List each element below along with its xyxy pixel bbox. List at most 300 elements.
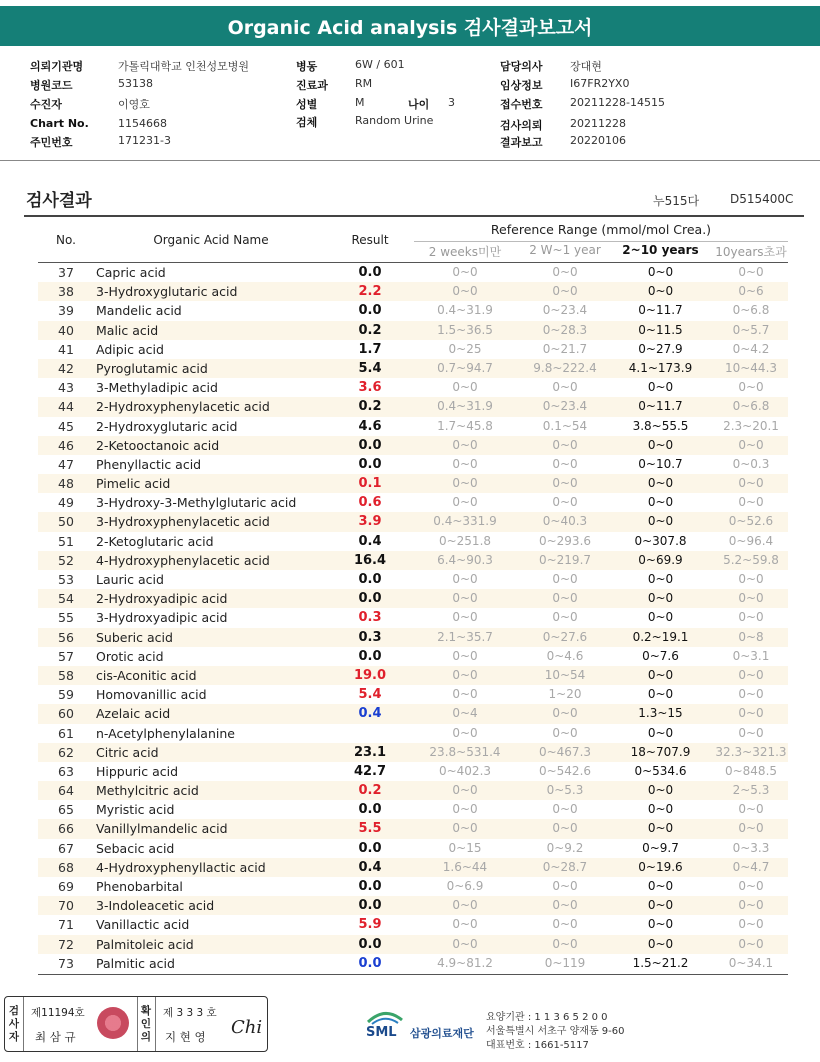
table-row (38, 839, 788, 858)
ref-under-2-weeks: 0~4 (452, 706, 478, 721)
foundation-name: 삼광의료재단 (410, 1027, 474, 1040)
report-label: 결과보고 (500, 136, 543, 149)
row-number: 67 (58, 840, 74, 856)
ref-over-10y: 0~4.7 (732, 859, 770, 874)
result-value: 0.0 (358, 437, 382, 453)
ref-over-10y: 0~0 (738, 898, 764, 913)
table-row (38, 954, 788, 973)
ref-2-10y: 0~0 (647, 572, 674, 586)
ref-under-2-weeks: 0~0 (452, 572, 478, 586)
doctor-value: 장대현 (570, 60, 602, 73)
row-number: 38 (58, 284, 74, 300)
id-value: 171231-3 (118, 134, 171, 147)
ref-over-10y: 0~0 (738, 821, 764, 836)
row-number: 51 (58, 533, 74, 549)
ref-over-10y: 0~0 (738, 265, 764, 279)
result-value: 3.9 (358, 514, 382, 530)
ref-under-2-weeks: 0.4~31.9 (437, 399, 493, 414)
row-number: 41 (58, 341, 74, 357)
row-number: 72 (58, 936, 74, 952)
ref-2-10y: 0~11.7 (638, 399, 683, 414)
ref-over-10y: 0~0 (738, 610, 764, 625)
ref-2-10y: 0~10.7 (638, 456, 683, 471)
ref-2w-1y: 0~0 (552, 495, 578, 510)
ref-over-10y: 32.3~321.3 (715, 744, 787, 759)
ref-under-2-weeks: 0~0 (452, 917, 478, 932)
ref-over-10y: 0~6.8 (732, 399, 770, 414)
acid-name: Mandelic acid (96, 303, 182, 319)
row-number: 73 (58, 955, 74, 971)
ref-2w-1y: 0~0 (552, 437, 578, 452)
acid-name: 3-Hydroxyphenylacetic acid (96, 514, 270, 530)
ref-2-10y: 0~0 (647, 802, 674, 817)
acid-name: Orotic acid (96, 648, 164, 664)
ref-subline (414, 241, 788, 242)
ref-2-10y: 0~0 (647, 898, 674, 913)
ref-under-2-weeks: 0~402.3 (438, 763, 492, 778)
ref-under-2-weeks: 0~0 (452, 495, 478, 510)
row-number: 44 (58, 399, 74, 415)
ref-over-10y: 0~0 (738, 917, 764, 932)
ref-under-2-weeks: 1.7~45.8 (437, 418, 493, 433)
acid-name: 2-Hydroxyphenylacetic acid (96, 399, 270, 415)
row-number: 40 (58, 322, 74, 338)
ref-over-10y: 2~5.3 (732, 783, 770, 798)
ref-2-10y: 0~0 (647, 879, 674, 893)
table-row (38, 666, 788, 685)
ref-2-10y: 0~0 (647, 476, 674, 491)
result-value: 5.4 (358, 687, 382, 703)
sml-brand: SML (366, 1025, 397, 1040)
ref-2-10y: 0~0 (647, 725, 674, 740)
ref-2w-1y: 0~0 (552, 456, 578, 471)
clinical-label: 임상정보 (500, 79, 543, 92)
row-number: 48 (58, 476, 74, 492)
ward-value: 6W / 601 (355, 58, 405, 71)
result-value: 0.0 (358, 955, 382, 971)
acid-name: Hippuric acid (96, 763, 179, 779)
result-value: 0.1 (358, 476, 382, 492)
row-number: 64 (58, 783, 74, 799)
ref-over-10y: 0~5.7 (732, 322, 770, 337)
acid-name: Vanillactic acid (96, 917, 190, 933)
acid-name: Citric acid (96, 744, 159, 760)
ref-2w-1y: 0~0 (552, 591, 578, 606)
ref-over-10y: 0~0.3 (732, 456, 770, 471)
results-title: 검사결과 (26, 191, 92, 211)
ref-2-10y: 0~0 (647, 610, 674, 625)
acid-name: n-Acetylphenylalanine (96, 725, 235, 741)
row-number: 45 (58, 418, 74, 434)
ref-under-2-weeks: 0~0 (452, 821, 478, 836)
ref-2w-1y: 0~9.2 (546, 840, 584, 855)
ref-2w-1y: 0~0 (552, 821, 578, 836)
result-value: 0.2 (358, 783, 382, 799)
ref-over-10y: 0~0 (738, 591, 764, 606)
ref-2-10y: 0~534.6 (634, 763, 687, 778)
ref-2-10y: 0~0 (647, 687, 674, 702)
row-number: 60 (58, 706, 74, 722)
ref-2-10y: 0~27.9 (638, 341, 683, 356)
table-row (38, 819, 788, 838)
row-number: 53 (58, 572, 74, 587)
result-value: 5.4 (358, 360, 382, 376)
ref-under-2-weeks: 4.9~81.2 (437, 955, 493, 970)
row-number: 65 (58, 802, 74, 818)
ref-2w-1y: 0~4.6 (546, 648, 584, 663)
result-value: 23.1 (353, 744, 387, 760)
table-row (38, 532, 788, 551)
row-number: 61 (58, 725, 74, 741)
ref-col-1: 2 weeks미만 (428, 245, 502, 259)
ref-2w-1y: 0~119 (544, 955, 586, 970)
ref-under-2-weeks: 0~0 (452, 591, 478, 606)
result-value: 19.0 (353, 667, 387, 683)
ref-2-10y: 0~307.8 (634, 533, 687, 548)
table-row (38, 704, 788, 723)
ref-under-2-weeks: 6.4~90.3 (437, 552, 493, 567)
ref-2w-1y: 0~40.3 (542, 514, 588, 529)
ref-over-10y: 0~6.8 (732, 303, 770, 318)
acid-name: Phenobarbital (96, 879, 183, 894)
ref-under-2-weeks: 0.4~331.9 (433, 514, 497, 529)
inspector-vertical-label: 검 사 자 (8, 1005, 20, 1043)
ref-2-10y: 0~0 (647, 783, 674, 798)
ref-2-10y: 0~9.7 (642, 840, 679, 855)
ref-over-10y: 0~6 (738, 284, 764, 299)
row-number: 55 (58, 610, 74, 626)
ref-2-10y: 0~0 (647, 437, 674, 452)
acid-name: Palmitoleic acid (96, 936, 194, 952)
acid-name: Pimelic acid (96, 476, 171, 492)
result-value: 0.2 (358, 399, 382, 415)
ref-over-10y: 0~0 (738, 725, 764, 740)
acid-name: Capric acid (96, 265, 166, 280)
table-row (38, 417, 788, 436)
row-number: 42 (58, 360, 74, 376)
ref-2-10y: 0.2~19.1 (632, 629, 689, 644)
ref-over-10y: 0~34.1 (728, 955, 774, 970)
ref-2w-1y: 10~54 (544, 667, 586, 682)
ref-2-10y: 3.8~55.5 (632, 418, 689, 433)
table-row (38, 397, 788, 416)
ref-over-10y: 0~0 (738, 879, 764, 893)
ref-under-2-weeks: 1.6~44 (442, 859, 488, 874)
result-value: 0.0 (358, 591, 382, 607)
ref-over-10y: 5.2~59.8 (723, 552, 779, 567)
ref-under-2-weeks: 0~0 (452, 667, 478, 682)
ref-over-10y: 0~0 (738, 706, 764, 721)
chart-label: Chart No. (30, 117, 89, 130)
row-number: 66 (58, 821, 74, 837)
table-row (38, 378, 788, 397)
ref-2-10y: 0~11.5 (638, 322, 683, 337)
ref-2w-1y: 0~0 (552, 725, 578, 740)
seal-icon (97, 1007, 129, 1039)
ref-over-10y: 0~52.6 (728, 514, 774, 529)
sex-label: 성별 (296, 98, 318, 111)
ref-over-10y: 0~0 (738, 476, 764, 491)
ref-2-10y: 0~0 (647, 667, 674, 682)
ref-over-10y: 0~0 (738, 380, 764, 395)
specimen-label: 검체 (296, 116, 318, 129)
ref-2w-1y: 0.1~54 (542, 418, 588, 433)
ref-under-2-weeks: 0.4~31.9 (437, 303, 493, 318)
request-label: 검사의뢰 (500, 119, 543, 132)
acid-name: Azelaic acid (96, 706, 171, 722)
dept-value: RM (355, 77, 373, 90)
result-value: 0.0 (358, 879, 382, 894)
ref-over-10y: 2.3~20.1 (723, 418, 779, 433)
ref-under-2-weeks: 0~251.8 (438, 533, 492, 548)
row-number: 69 (58, 879, 74, 894)
result-value: 0.4 (358, 706, 382, 722)
ref-under-2-weeks: 0~25 (448, 341, 482, 356)
table-row (38, 915, 788, 934)
row-number: 63 (58, 763, 74, 779)
acid-name: 3-Methyladipic acid (96, 380, 218, 396)
ref-2w-1y: 0~0 (552, 284, 578, 299)
dept-label: 진료과 (296, 79, 328, 92)
divider (0, 160, 820, 161)
row-number: 57 (58, 648, 74, 664)
ref-col-2: 2 W~1 year (529, 243, 601, 257)
acid-name: Suberic acid (96, 629, 173, 645)
ref-over-10y: 0~0 (738, 667, 764, 682)
acid-name: 3-Indoleacetic acid (96, 898, 215, 914)
ref-under-2-weeks: 0~0 (452, 456, 478, 471)
patient-info (0, 56, 820, 152)
ref-over-10y: 0~0 (738, 572, 764, 586)
row-number: 56 (58, 629, 74, 645)
result-value: 4.6 (358, 418, 382, 434)
table-row (38, 877, 788, 896)
table-row (38, 340, 788, 359)
table-row (38, 321, 788, 340)
age-value: 3 (448, 96, 455, 109)
acid-name: 4-Hydroxyphenylacetic acid (96, 552, 270, 568)
confirm-vertical-label: 확 인 의 (140, 1005, 152, 1043)
chart-value: 1154668 (118, 117, 167, 130)
signature-icon: Chi (231, 1017, 263, 1038)
ref-over-10y: 0~0 (738, 495, 764, 510)
ref-2w-1y: 0~0 (552, 610, 578, 625)
ref-2w-1y: 0~0 (552, 706, 578, 721)
ref-2-10y: 0~0 (647, 265, 674, 279)
result-value: 5.5 (358, 821, 382, 837)
ref-2-10y: 0~7.6 (642, 648, 679, 663)
row-number: 46 (58, 437, 74, 453)
acid-name: 3-Hydroxyadipic acid (96, 610, 228, 626)
table-row (38, 743, 788, 762)
table-row (38, 493, 788, 512)
table-row (38, 935, 788, 954)
ref-2w-1y: 0~28.7 (542, 859, 588, 874)
ref-under-2-weeks: 23.8~531.4 (429, 744, 501, 759)
ref-2w-1y: 0~23.4 (542, 399, 588, 414)
ref-2w-1y: 0~5.3 (546, 783, 584, 798)
ref-under-2-weeks: 0~0 (452, 687, 478, 702)
ref-2-10y: 4.1~173.9 (628, 360, 693, 375)
acid-name: Myristic acid (96, 802, 175, 818)
ref-2w-1y: 0~0 (552, 802, 578, 817)
ref-2w-1y: 0~0 (552, 879, 578, 893)
ref-over-10y: 0~3.3 (732, 840, 770, 855)
ref-over-10y: 0~0 (738, 936, 764, 951)
result-value: 0.0 (358, 572, 382, 587)
ref-under-2-weeks: 2.1~35.7 (437, 629, 493, 644)
row-number: 54 (58, 591, 74, 607)
ward-label: 병동 (296, 60, 318, 73)
results-table (38, 263, 788, 973)
test-code-id: D515400C (730, 192, 794, 206)
result-value: 0.0 (358, 802, 382, 818)
test-code: 누515다 (653, 194, 700, 208)
ref-2w-1y: 0~0 (552, 917, 578, 932)
table-row (38, 896, 788, 915)
table-row (38, 858, 788, 877)
ref-2-10y: 0~19.6 (638, 859, 683, 874)
ref-range-header: Reference Range (mmol/mol Crea.) (490, 222, 712, 237)
result-value: 0.0 (358, 303, 382, 319)
acid-name: Homovanillic acid (96, 687, 207, 703)
result-value: 0.0 (358, 840, 382, 856)
inspector-id: 제11194호 (31, 1007, 85, 1019)
ref-under-2-weeks: 0~0 (452, 802, 478, 817)
table-row (38, 436, 788, 455)
ref-over-10y: 0~8 (738, 629, 764, 644)
result-value: 0.2 (358, 322, 382, 338)
hospital-label: 의뢰기관명 (30, 60, 84, 73)
ref-2w-1y: 0~28.3 (542, 322, 588, 337)
ref-under-2-weeks: 0~0 (452, 380, 478, 395)
ref-2w-1y: 1~20 (548, 687, 582, 702)
acid-name: Lauric acid (96, 572, 164, 587)
result-value: 0.6 (358, 495, 382, 511)
ref-under-2-weeks: 0~0 (452, 476, 478, 491)
row-number: 47 (58, 456, 74, 472)
ref-2-10y: 0~0 (647, 284, 674, 299)
table-row (38, 781, 788, 800)
acid-name: Adipic acid (96, 341, 164, 357)
result-value: 0.0 (358, 265, 382, 280)
row-number: 49 (58, 495, 74, 511)
sex-value: M (355, 96, 365, 109)
result-value: 0.3 (358, 610, 382, 626)
ref-under-2-weeks: 0~0 (452, 610, 478, 625)
ref-2-10y: 18~707.9 (630, 744, 691, 759)
confirm-name: 지 현 영 (165, 1030, 206, 1044)
ref-over-10y: 0~3.1 (732, 648, 770, 663)
row-number: 43 (58, 380, 74, 396)
table-row (38, 800, 788, 819)
ref-2w-1y: 0~0 (552, 476, 578, 491)
specimen-value: Random Urine (355, 114, 434, 127)
acid-name: 4-Hydroxyphenyllactic acid (96, 859, 266, 875)
ref-over-10y: 0~0 (738, 802, 764, 817)
result-value: 0.3 (358, 629, 382, 645)
acid-name: Sebacic acid (96, 840, 175, 856)
signature-box (4, 996, 268, 1052)
ref-2-10y: 0~0 (647, 936, 674, 951)
clinical-value: I67FR2YX0 (570, 77, 630, 90)
ref-2w-1y: 0~293.6 (538, 533, 592, 548)
acid-name: Methylcitric acid (96, 783, 199, 799)
code-value: 53138 (118, 77, 153, 90)
table-row (38, 570, 788, 589)
ref-over-10y: 10~44.3 (724, 360, 778, 375)
table-end-rule (38, 974, 788, 975)
table-row (38, 551, 788, 570)
row-number: 58 (58, 667, 74, 683)
acid-name: 3-Hydroxy-3-Methylglutaric acid (96, 495, 297, 511)
ref-col-4: 10years초과 (715, 245, 787, 259)
row-number: 70 (58, 898, 74, 914)
ref-under-2-weeks: 0~6.9 (446, 879, 484, 893)
ref-over-10y: 0~4.2 (732, 341, 770, 356)
ref-2-10y: 1.3~15 (638, 706, 683, 721)
row-number: 62 (58, 744, 74, 760)
ref-2w-1y: 9.8~222.4 (533, 360, 597, 375)
ref-2w-1y: 0~0 (552, 572, 578, 586)
acid-name: cis-Aconitic acid (96, 667, 197, 683)
ref-2w-1y: 0~467.3 (538, 744, 592, 759)
ref-2w-1y: 0~0 (552, 265, 578, 279)
ref-2-10y: 0~0 (647, 495, 674, 510)
table-row (38, 359, 788, 378)
table-row (38, 724, 788, 743)
table-row (38, 455, 788, 474)
result-value: 42.7 (353, 763, 387, 779)
age-label: 나이 (408, 98, 430, 111)
ref-2w-1y: 0~23.4 (542, 303, 588, 318)
table-row (38, 685, 788, 704)
inspector-name: 최 삼 규 (35, 1030, 76, 1044)
acid-name: Pyroglutamic acid (96, 360, 208, 376)
row-number: 71 (58, 917, 74, 933)
table-row (38, 628, 788, 647)
col-result-header: Result (351, 233, 389, 247)
request-value: 20211228 (570, 117, 626, 130)
ref-2w-1y: 0~27.6 (542, 629, 588, 644)
row-number: 37 (58, 265, 74, 280)
ref-2-10y: 0~0 (647, 591, 674, 606)
ref-2w-1y: 0~21.7 (542, 341, 588, 356)
acid-name: Vanillylmandelic acid (96, 821, 228, 837)
table-row (38, 301, 788, 320)
col-no-header: No. (56, 233, 76, 247)
ref-over-10y: 0~848.5 (724, 763, 778, 778)
acid-name: 2-Hydroxyglutaric acid (96, 418, 238, 434)
table-row (38, 589, 788, 608)
report-title: Organic Acid analysis 검사결과보고서 (0, 6, 820, 46)
address: 서울특별시 서초구 양재동 9-60 (486, 1026, 625, 1037)
acid-name: 2-Ketoglutaric acid (96, 533, 214, 549)
result-value: 0.0 (358, 898, 382, 914)
ref-under-2-weeks: 0~0 (452, 648, 478, 663)
result-value: 2.2 (358, 284, 382, 300)
ref-2-10y: 0~11.7 (638, 303, 683, 318)
table-row (38, 512, 788, 531)
result-value: 0.0 (358, 648, 382, 664)
report-value: 20220106 (570, 134, 626, 147)
receipt-value: 20211228-14515 (570, 96, 665, 109)
ref-2w-1y: 0~0 (552, 936, 578, 951)
result-value: 5.9 (358, 917, 382, 933)
table-row (38, 474, 788, 493)
ref-2w-1y: 0~542.6 (538, 763, 592, 778)
acid-name: Malic acid (96, 322, 159, 338)
